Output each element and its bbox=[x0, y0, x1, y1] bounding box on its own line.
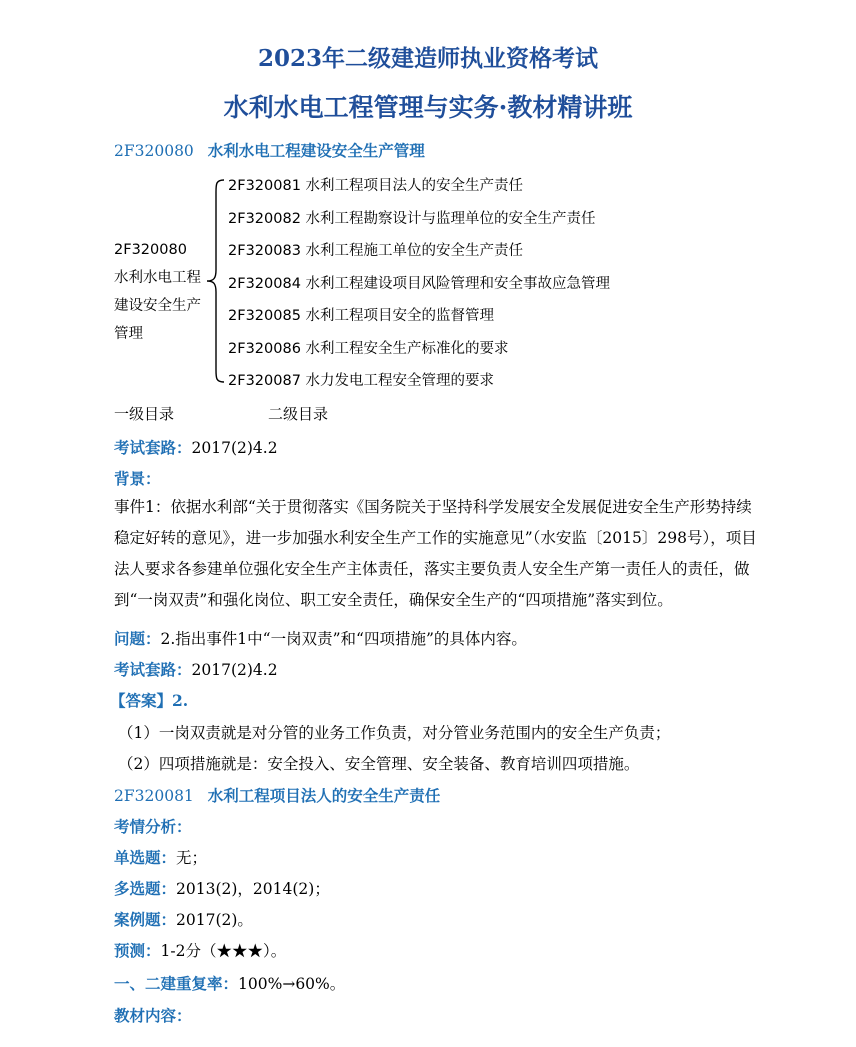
mindmap-item: 2F320087 水力发电工程安全管理的要求 bbox=[228, 373, 495, 389]
mindmap-root-line: 2F320080 bbox=[114, 242, 187, 258]
section-name: 水利水电工程建设安全生产管理 bbox=[207, 141, 425, 160]
page-title-line1: 2023年二级建造师执业资格考试 bbox=[257, 45, 598, 72]
exam-pattern-value: 2017(2)4.2 bbox=[191, 439, 278, 457]
section-name: 水利工程项目法人的安全生产责任 bbox=[207, 786, 441, 805]
answer-number: 2. bbox=[172, 691, 189, 710]
level2-label: 二级目录 bbox=[268, 405, 329, 423]
exam-pattern-label: 考试套路： bbox=[114, 438, 192, 457]
mindmap-item: 2F320082 水利工程勘察设计与监理单位的安全生产责任 bbox=[228, 211, 596, 227]
answer-line: （2）四项措施就是：安全投入、安全管理、安全装备、教育培训四项措施。 bbox=[118, 755, 640, 773]
exam-pattern-label: 考试套路： bbox=[114, 660, 192, 679]
section-heading-2 bbox=[114, 784, 440, 806]
background-heading: 背景： bbox=[114, 469, 161, 488]
question-line bbox=[114, 627, 527, 649]
mindmap-root-line: 水利水电工程 bbox=[114, 270, 201, 286]
level1-label: 一级目录 bbox=[114, 405, 175, 423]
content-heading: 教材内容： bbox=[114, 1006, 192, 1025]
analysis-multi: 多选题：2013(2)，2014(2)； bbox=[114, 879, 330, 898]
exam-pattern-1 bbox=[114, 436, 278, 458]
answer-line: （1）一岗双责就是对分管的业务工作负责，对分管业务范围内的安全生产负责； bbox=[118, 724, 671, 742]
mindmap-root-line: 建设安全生产 bbox=[114, 298, 201, 314]
question-label: 问题： bbox=[114, 629, 161, 648]
analysis-predict: 预测：1-2分（★★★）。 bbox=[114, 941, 287, 960]
answer-heading bbox=[110, 689, 188, 711]
mindmap-root bbox=[114, 236, 214, 348]
page-title-line2: 水利水电工程管理与实务·教材精讲班 bbox=[223, 93, 633, 122]
question-text: 2.指出事件1中“一岗双责”和“四项措施”的具体内容。 bbox=[160, 630, 527, 648]
mindmap-item: 2F320085 水利工程项目安全的监督管理 bbox=[228, 308, 495, 324]
section-heading-1 bbox=[114, 139, 425, 161]
curly-brace-icon bbox=[204, 178, 226, 384]
mindmap-item: 2F320081 水利工程项目法人的安全生产责任 bbox=[228, 178, 524, 194]
exam-pattern-value: 2017(2)4.2 bbox=[191, 661, 278, 679]
section-code: 2F320080 bbox=[114, 142, 194, 160]
mindmap-item: 2F320086 水利工程安全生产标准化的要求 bbox=[228, 341, 509, 357]
mindmap-item: 2F320084 水利工程建设项目风险管理和安全事故应急管理 bbox=[228, 276, 611, 292]
mindmap-item: 2F320083 水利工程施工单位的安全生产责任 bbox=[228, 243, 524, 259]
analysis-case: 案例题：2017(2)。 bbox=[114, 910, 253, 929]
mindmap-root-line: 管理 bbox=[114, 326, 143, 342]
section-code: 2F320081 bbox=[114, 787, 194, 805]
exam-pattern-2 bbox=[114, 658, 278, 680]
event-paragraph: 事件1：依据水利部“关于贯彻落实《国务院关于坚持科学发展安全发展促进安全生产形势持续稳定好转的意见》，进一步加强水利安全生产工作的实施意见”（水安监〔2015〕298号），项目法人要求各参建单位强化安全生产主体责任，落实主要负责人安全生产第一责任人的责任，做到“一岗双责”和强化岗位、职工安全责任，确保安全生产的“四项措施”落实到位。 bbox=[114, 498, 757, 609]
analysis-repeat: 一、二建重复率：100%→60%。 bbox=[114, 974, 346, 993]
answer-label: 【答案】 bbox=[110, 691, 173, 710]
analysis-heading: 考情分析： bbox=[114, 817, 192, 836]
analysis-single: 单选题：无； bbox=[114, 848, 208, 867]
